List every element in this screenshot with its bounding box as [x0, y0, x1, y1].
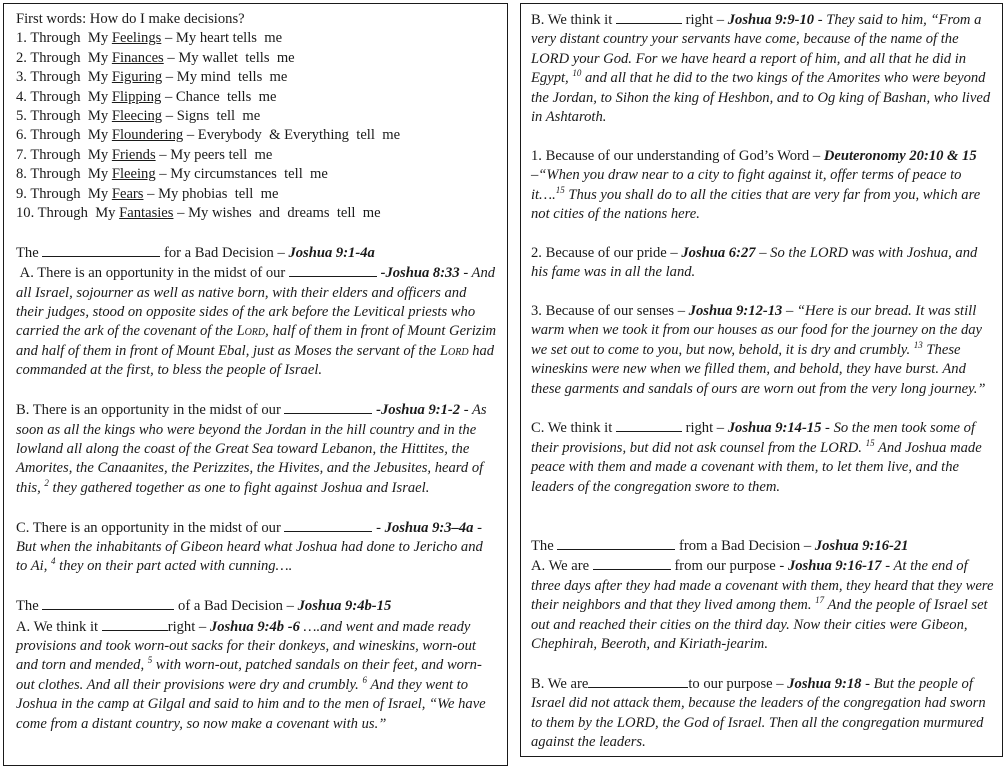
list-item: 5. Through My Fleecing – Signs tell me	[16, 108, 261, 125]
scripture-quote: - And all Israel, sojourner as well as native born, with their elders and officers and their judges, stood on opposite sides of the ark before the Levitical priests who carried the ark of the covenant of the Lord, half of them in front of Mount Gerizim and half of them in front of Mount Ebal, just as Moses the servant of the Lord had commanded at the first, to bless the people of Israel.	[16, 265, 497, 379]
keyword: Floundering	[111, 127, 184, 144]
scripture-quote: - But when the inhabitants of Gibeon heard what Joshua had done to Jericho and to Ai, $^4$ they on their part acted with cunning….	[16, 519, 483, 575]
keyword: Fleecing	[111, 108, 163, 125]
reason-item: 2. Because of our pride – Joshua 6:27 – So the LORD was with Joshua, and his fame was in all the land.	[531, 244, 978, 281]
point-a: A. There is an opportunity in the midst of our -Joshua 8:33 - And all Israel, sojourner as well as native born, with their elders and officers and their judges, stood on opposite sides of the ark before the Levitical priests who carried the ark of the covenant of the Lord, half of them in front of Mount Gerizim and half of them in front of Mount Ebal, just as Moses the servant of the Lord had commanded at the first, to bless the people of Israel.	[16, 265, 497, 379]
fill-blank	[593, 556, 671, 570]
scripture-ref: Joshua 9:16-21	[814, 537, 909, 554]
scripture-ref: Joshua 9:14-15	[727, 420, 822, 437]
keyword: Figuring	[111, 69, 163, 86]
section-heading-causes: The for a Bad Decision – Joshua 9:1-4a	[16, 244, 375, 261]
list-item: 6. Through My Floundering – Everybody & Everything tell me	[16, 127, 401, 144]
point-a: A. We think it right – Joshua 9:4b -6 ….and went and made ready provisions and took worn-out sacks for their donkeys, and wineskins, worn-out and torn and mended, $^5$ with worn-out, patched sandals on their feet, and worn-out clothes. And all their provisions were dry and crumbly. $^6$ And they went to Joshua in the camp at Gilgal and said to him and to the men of Israel, “We have come from a distant country, so now make a covenant with us.”	[16, 618, 486, 732]
list-item: 3. Through My Figuring – My mind tells me	[16, 69, 288, 86]
reasons-list	[531, 127, 994, 399]
scripture-quote: - So the men took some of their provisions, but did not ask counsel from the LORD. $^{15}$ And Joshua made peace with them and made a covenant with them, to let them live, and the leaders of the congregation swore to them.	[531, 420, 982, 495]
keyword: Friends	[111, 146, 156, 163]
scripture-quote: ….and went and made ready provisions and took worn-out sacks for their donkeys, and wineskins, worn-out and torn and mended, $^5$ with worn-out, patched sandals on their feet, and worn-out clothes. And all their provisions were dry and crumbly. $^6$ And they went to Joshua in the camp at Gilgal and said to him and to the men of Israel, “We have come from a distant country, so now make a covenant with us.”	[16, 618, 486, 732]
section-heading-results: The from a Bad Decision – Joshua 9:16-21	[531, 537, 909, 554]
fill-blank	[42, 596, 174, 610]
list-item: 1. Through My Feelings – My heart tells me	[16, 30, 283, 47]
fill-blank	[102, 617, 168, 631]
fill-blank	[616, 10, 682, 24]
keyword: Fleeing	[111, 166, 156, 183]
fill-blank	[588, 674, 688, 688]
scripture-quote: - They said to him, “From a very distant country your servants have come, because of the name of the LORD your God. For we have heard a report of him, and all that he did in Egypt, $^{10}$ and all that he did to the two kings of the Amorites who were beyond the Jordan, to Sihon the king of Heshbon, and to Og king of Bashan, who lived in Ashtaroth.	[531, 12, 991, 126]
scripture-ref: Deuteronomy 20:10 & 15	[823, 147, 977, 164]
fill-blank	[289, 263, 377, 277]
point-c: C. We think it right – Joshua 9:14-15 - So the men took some of their provisions, but did not ask counsel from the LORD. $^{15}$ And Joshua made peace with them and made a covenant with them, to let them live, and the leaders of the congregation swore to them.	[531, 420, 982, 495]
fill-blank	[616, 418, 682, 432]
scripture-ref: Joshua 9:3–4a	[384, 519, 474, 536]
fill-blank	[557, 536, 675, 550]
scripture-quote: – So the LORD was with Joshua, and his fame was in all the land.	[531, 244, 978, 281]
reason-item: 1. Because of our understanding of God’s Word – Deuteronomy 20:10 & 15 –“When you draw near to a city to fight against it, offer terms of peace to it….$^{15}$ Thus you shall do to all the cities that are very far from you, which are not cities of the nations here.	[531, 147, 981, 223]
point-b: B. There is an opportunity in the midst of our -Joshua 9:1-2 - As soon as all the kings who were beyond the Jordan in the hill country and in the lowland all along the coast of the Great Sea toward Lebanon, the Hittites, the Amorites, the Canaanites, the Perizzites, the Hivites, and the Jebusites, heard of this, $^2$ they gathered together as one to fight against Joshua and Israel.	[16, 402, 487, 496]
scripture-quote: - But the people of Israel did not attack them, because the leaders of the congregation had sworn to them by the LORD, the God of Israel. Then all the congregation murmured against the leaders.	[531, 675, 986, 750]
point-c: C. There is an opportunity in the midst of our - Joshua 9:3–4a - But when the inhabitants of Gibeon heard what Joshua had done to Jericho and to Ai, $^4$ they on their part acted with cunning….	[16, 519, 483, 575]
scripture-ref: Joshua 9:9-10	[727, 12, 815, 28]
scripture-ref: -Joshua 9:1-2	[376, 402, 461, 419]
keyword: Flipping	[111, 88, 162, 105]
scripture-ref: Joshua 9:1-4a	[288, 244, 375, 261]
fill-blank	[284, 400, 372, 414]
decision-list	[16, 29, 497, 223]
scripture-ref: Joshua 9:16-17	[787, 558, 882, 575]
list-item: 10. Through My Fantasies – My wishes and dreams tell me	[16, 205, 381, 222]
scripture-ref: Joshua 9:4b-15	[297, 598, 392, 615]
list-item: 9. Through My Fears – My phobias tell me	[16, 185, 279, 202]
reason-item: 3. Because of our senses – Joshua 9:12-13 – “Here is our bread. It was still warm when we took it from our houses as our food for the journey on the day we set out to come to you, but now, behold, it is dry and crumbly. $^{13}$ These wineskins were new when we filled them, and behold, they have burst. And these garments and sandals of ours are worn out from the very long journey.”	[531, 303, 986, 397]
keyword: Finances	[111, 49, 164, 66]
scripture-quote: - As soon as all the kings who were beyond the Jordan in the hill country and in the lowland all along the coast of the Great Sea toward Lebanon, the Hittites, the Amorites, the Canaanites, the Perizzites, the Hivites, and the Jebusites, heard of this, $^2$ they gathered together as one to fight against Joshua and Israel.	[16, 402, 487, 496]
scripture-quote: –“When you draw near to a city to fight against it, offer terms of peace to it….$^{15}$ Thus you shall do to all the cities that are very far from you, which are not cities of the nations here.	[531, 167, 981, 223]
keyword: Fears	[111, 185, 144, 202]
scripture-ref: Joshua 9:18	[787, 675, 862, 692]
fill-blank	[284, 518, 372, 532]
left-column-box	[3, 3, 508, 766]
scripture-ref: Joshua 9:12-13	[688, 303, 783, 320]
list-item: 2. Through My Finances – My wallet tells me	[16, 49, 295, 66]
point-b: B. We are to our purpose – Joshua 9:18 - But the people of Israel did not attack them, because the leaders of the congregation had sworn to them by the LORD, the God of Israel. Then all the congregation murmured against the leaders.	[531, 675, 986, 750]
scripture-quote: – “Here is our bread. It was still warm when we took it from our houses as our food for the journey on the day we set out to come to you, but now, behold, it is dry and crumbly. $^{13}$ These wineskins were new when we filled them, and behold, they have burst. And these garments and sandals of ours are worn out from the very long journey.”	[531, 303, 986, 397]
point-a: A. We are from our purpose - Joshua 9:16-17 - At the end of three days after they had made a covenant with them, they heard that they were their neighbors and that they lived among them. $^{17}$ And the people of Israel set out and reached their cities on the third day. Now their cities were Gibeon, Chephirah, Beeroth, and Kiriath-jearim.	[531, 558, 994, 652]
scripture-ref: Joshua 9:4b -6	[209, 618, 300, 635]
keyword: Fantasies	[119, 205, 174, 222]
point-b: B. We think it right – Joshua 9:9-10 - They said to him, “From a very distant country your servants have come, because of the name of the LORD your God. For we have heard a report of him, and all that he did in Egypt, $^{10}$ and all that he did to the two kings of the Amorites who were beyond the Jordan, to Sihon the king of Heshbon, and to Og king of Bashan, who lived in Ashtaroth.	[531, 12, 991, 126]
right-column-box	[520, 3, 1003, 757]
keyword: Feelings	[111, 30, 162, 47]
list-item: 8. Through My Fleeing – My circumstances tell me	[16, 166, 328, 183]
scripture-ref: -Joshua 8:33	[380, 265, 460, 282]
scripture-ref: Joshua 6:27	[681, 244, 756, 261]
scripture-quote: - At the end of three days after they had made a covenant with them, they heard that they were their neighbors and that they lived among them. $^{17}$ And the people of Israel set out and reached their cities on the third day. Now their cities were Gibeon, Chephirah, Beeroth, and Kiriath-jearim.	[531, 558, 994, 652]
fill-blank	[42, 243, 160, 257]
section-heading-consequences: The of a Bad Decision – Joshua 9:4b-15	[16, 598, 392, 615]
intro-title: First words: How do I make decisions?	[16, 11, 245, 27]
list-item: 4. Through My Flipping – Chance tells me	[16, 88, 277, 105]
list-item: 7. Through My Friends – My peers tell me	[16, 146, 273, 163]
